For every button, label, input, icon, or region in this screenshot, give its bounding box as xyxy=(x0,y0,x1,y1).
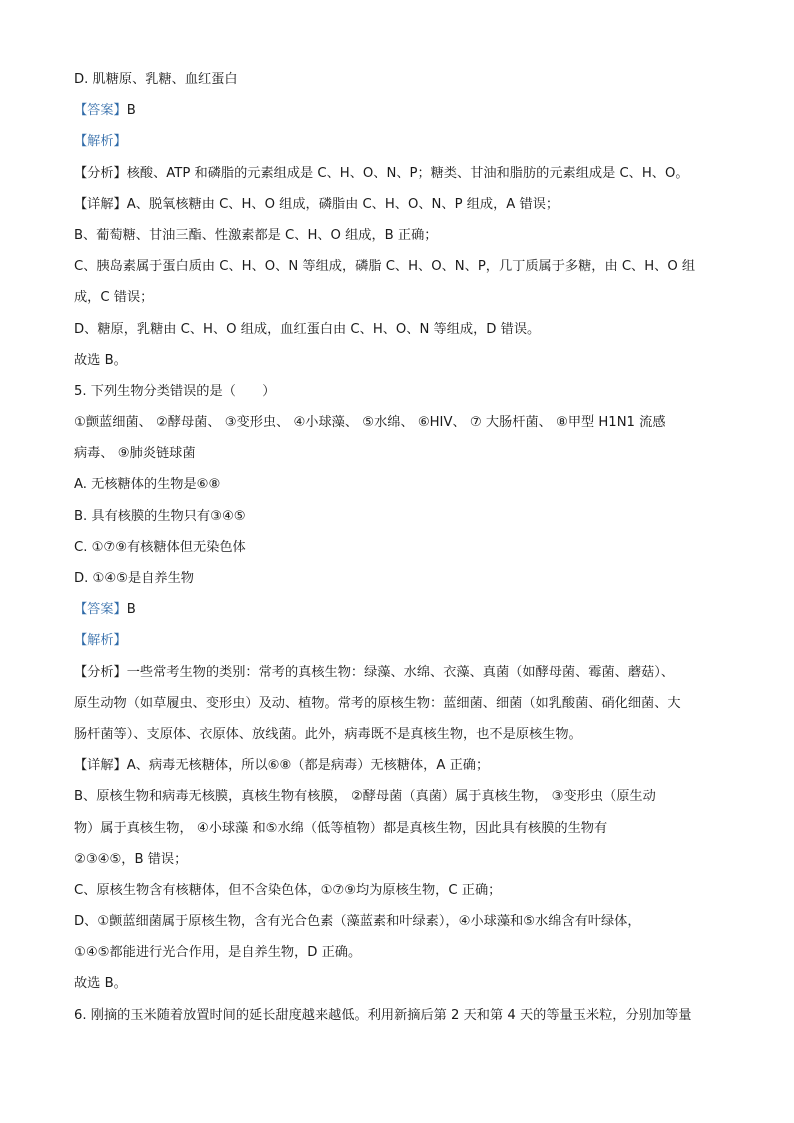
text-line xyxy=(74,251,726,282)
text-line xyxy=(74,563,726,594)
text-line xyxy=(74,781,726,812)
text-line xyxy=(74,469,726,500)
text-line xyxy=(74,875,726,906)
line-text: D. 肌糖原、乳糖、血红蛋白 xyxy=(74,72,238,87)
section-tag: 【解析】 xyxy=(74,633,127,649)
text-line xyxy=(74,688,726,719)
text-line xyxy=(74,968,726,999)
line-text: D、①颤蓝细菌属于原核生物，含有光合色素（藻蓝素和叶绿素），④小球藻和⑤水绵含有叶绿体， xyxy=(74,914,641,930)
text-line xyxy=(74,844,726,875)
line-text: ②③④⑤，B 错误； xyxy=(74,851,188,867)
text-line xyxy=(74,376,726,407)
text-line xyxy=(74,64,726,95)
document-page xyxy=(74,64,726,1031)
text-line xyxy=(74,220,726,251)
text-line xyxy=(74,407,726,438)
line-text: ①④⑤都能进行光合作用，是自养生物，D 正确。 xyxy=(74,945,362,961)
line-text: B xyxy=(126,602,136,618)
text-line xyxy=(74,158,726,189)
line-text: B、原核生物和病毒无核膜，真核生物有核膜， ②酵母菌（真菌）属于真核生物， ③变形虫（原生动 xyxy=(74,789,656,805)
text-line xyxy=(74,594,726,625)
line-text: B xyxy=(126,103,136,119)
text-line xyxy=(74,282,726,313)
line-text: C、原核生物含有核糖体，但不含染色体，①⑦⑨均为原核生物，C 正确； xyxy=(74,882,502,898)
section-tag: 【解析】 xyxy=(74,134,127,150)
line-text: 【详解】A、病毒无核糖体，所以⑥⑧（都是病毒）无核糖体，A 正确； xyxy=(74,758,490,774)
line-text: 【分析】一些常考生物的类别：常考的真核生物：绿藻、水绵、衣藻、真菌（如酵母菌、霉菌、蘑菇）、 xyxy=(74,664,675,680)
text-line xyxy=(74,625,726,656)
text-line xyxy=(74,750,726,781)
line-text: D. ①④⑤是自养生物 xyxy=(74,571,194,586)
text-line xyxy=(74,501,726,532)
line-text: 病毒、 ⑨肺炎链球菌 xyxy=(74,446,196,462)
text-line xyxy=(74,345,726,376)
text-line xyxy=(74,1000,726,1031)
text-line xyxy=(74,314,726,345)
text-line xyxy=(74,438,726,469)
line-text: B、葡萄糖、甘油三酯、性激素都是 C、H、O 组成，B 正确； xyxy=(74,227,438,243)
line-text: C. ①⑦⑨有核糖体但无染色体 xyxy=(74,539,246,555)
text-line xyxy=(74,906,726,937)
section-tag: 【答案】 xyxy=(74,602,127,618)
text-line xyxy=(74,657,726,688)
line-text: 6. 刚摘的玉米随着放置时间的延长甜度越来越低。利用新摘后第 2 天和第 4 天的等量玉米粒，分别加等量 xyxy=(74,1007,692,1023)
line-text: 【详解】A、脱氧核糖由 C、H、O 组成，磷脂由 C、H、O、N、P 组成，A 错误； xyxy=(74,196,560,212)
line-text: B. 具有核膜的生物只有③④⑤ xyxy=(74,508,246,524)
line-text: 成，C 错误； xyxy=(74,290,154,306)
line-text: 故选 B。 xyxy=(74,352,127,368)
text-line xyxy=(74,532,726,563)
line-text: 肠杆菌等）、支原体、衣原体、放线菌。此外，病毒既不是真核生物，也不是原核生物。 xyxy=(74,726,582,742)
line-text: D、糖原，乳糖由 C、H、O 组成，血红蛋白由 C、H、O、N 等组成，D 错误。 xyxy=(74,321,541,337)
text-line xyxy=(74,126,726,157)
text-line xyxy=(74,189,726,220)
line-text: 物）属于真核生物， ④小球藻 和⑤水绵（低等植物）都是真核生物，因此具有核膜的生物有 xyxy=(74,820,608,836)
line-text: A. 无核糖体的生物是⑥⑧ xyxy=(74,477,221,493)
text-line xyxy=(74,719,726,750)
line-text: 5. 下列生物分类错误的是（ ） xyxy=(74,383,276,399)
line-text: 原生动物（如草履虫、变形虫）及动、植物。常考的原核生物：蓝细菌、细菌（如乳酸菌、硝化细菌、大 xyxy=(74,695,681,711)
section-tag: 【答案】 xyxy=(74,103,127,119)
line-text: 【分析】核酸、ATP 和磷脂的元素组成是 C、H、O、N、P；糖类、甘油和脂肪的元素组成是 C、H、O。 xyxy=(74,165,689,181)
text-line xyxy=(74,813,726,844)
text-line xyxy=(74,95,726,126)
line-text: ①颤蓝细菌、 ②酵母菌、 ③变形虫、 ④小球藻、 ⑤水绵、 ⑥HIV、 ⑦ 大肠杆菌、 ⑧甲型 H1N1 流感 xyxy=(74,415,666,431)
line-text: C、胰岛素属于蛋白质由 C、H、O、N 等组成，磷脂 C、H、O、N、P，几丁质属于多糖，由 C、H、O 组 xyxy=(74,259,696,275)
text-line xyxy=(74,937,726,968)
line-text: 故选 B。 xyxy=(74,976,127,992)
